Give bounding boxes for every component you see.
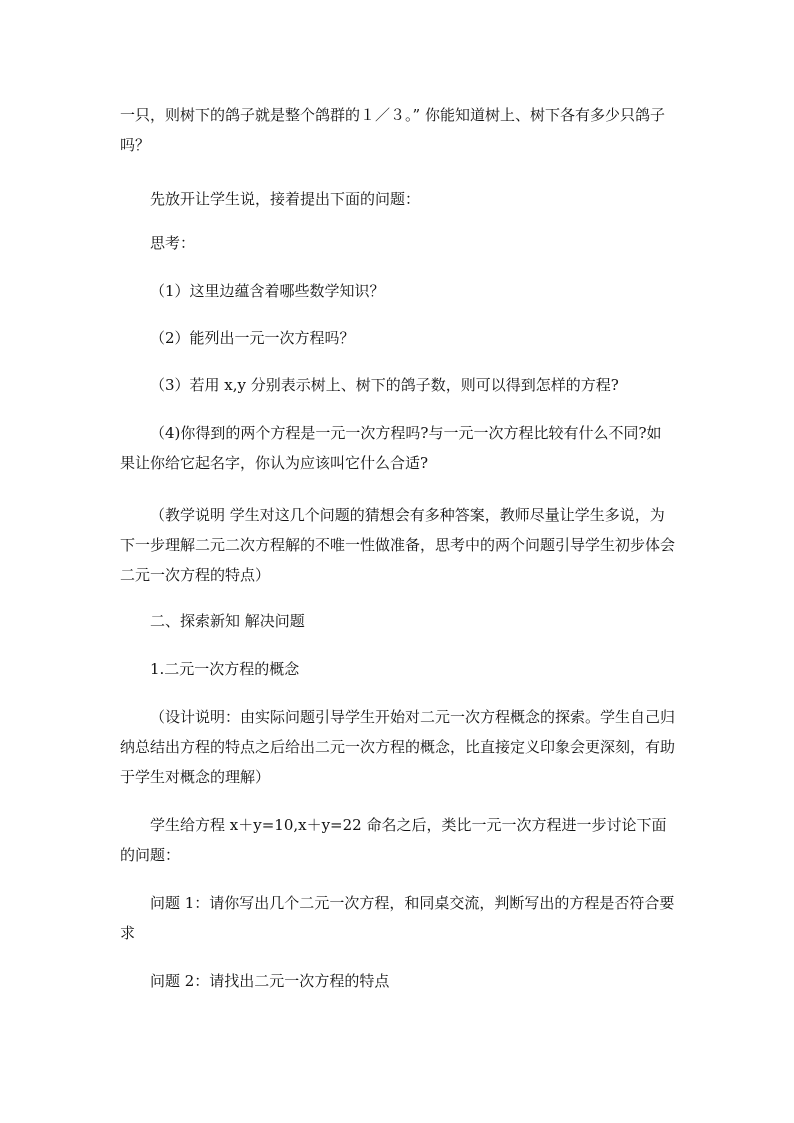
section-heading: 二、探索新知 解决问题: [150, 612, 305, 630]
paragraph-intro: 先放开让学生说，接着提出下面的问题：: [150, 190, 421, 208]
paragraph-question-4: （4)你得到的两个方程是一元一次方程吗?与一元一次方程比较有什么不同?如果让你给它起名字，你认为应该叫它什么合适?: [120, 424, 662, 472]
paragraph-problem-2: 问题 2：请找出二元一次方程的特点: [150, 972, 390, 990]
paragraph-think-heading: 思考：: [150, 234, 196, 252]
paragraph-question-1: （1）这里边蕴含着哪些数学知识？: [150, 282, 385, 300]
paragraph-teaching-note: （教学说明 学生对这几个问题的猜想会有多种答案，教师尽量让学生多说，为下一步理解二元二次方程解的不唯一性做准备，思考中的两个问题引导学生初步体会二元一次方程的特点）: [120, 506, 676, 584]
paragraph-question-2: （2）能列出一元一次方程吗？: [150, 329, 355, 347]
subsection-heading: 1.二元一次方程的概念: [150, 660, 300, 678]
paragraph-problem-1: 问题 1：请你写出几个二元一次方程，和同桌交流，判断写出的方程是否符合要求: [120, 894, 675, 942]
paragraph-equation-naming: 学生给方程 x＋y=10,x＋y=22 命名之后，类比一元一次方程进一步讨论下面的问题：: [120, 816, 667, 864]
paragraph-design-note: （设计说明：由实际问题引导学生开始对二元一次方程概念的探索。学生自己归纳总结出方程的特点之后给出二元一次方程的概念，比直接定义印象会更深刻，有助于学生对概念的理解）: [120, 708, 676, 786]
paragraph-continuation: 一只，则树下的鸽子就是整个鸽群的１／３。” 你能知道树上、树下各有多少只鸽子吗？: [120, 106, 665, 154]
paragraph-question-3: （3）若用 x,y 分别表示树上、树下的鸽子数，则可以得到怎样的方程?: [150, 376, 619, 394]
